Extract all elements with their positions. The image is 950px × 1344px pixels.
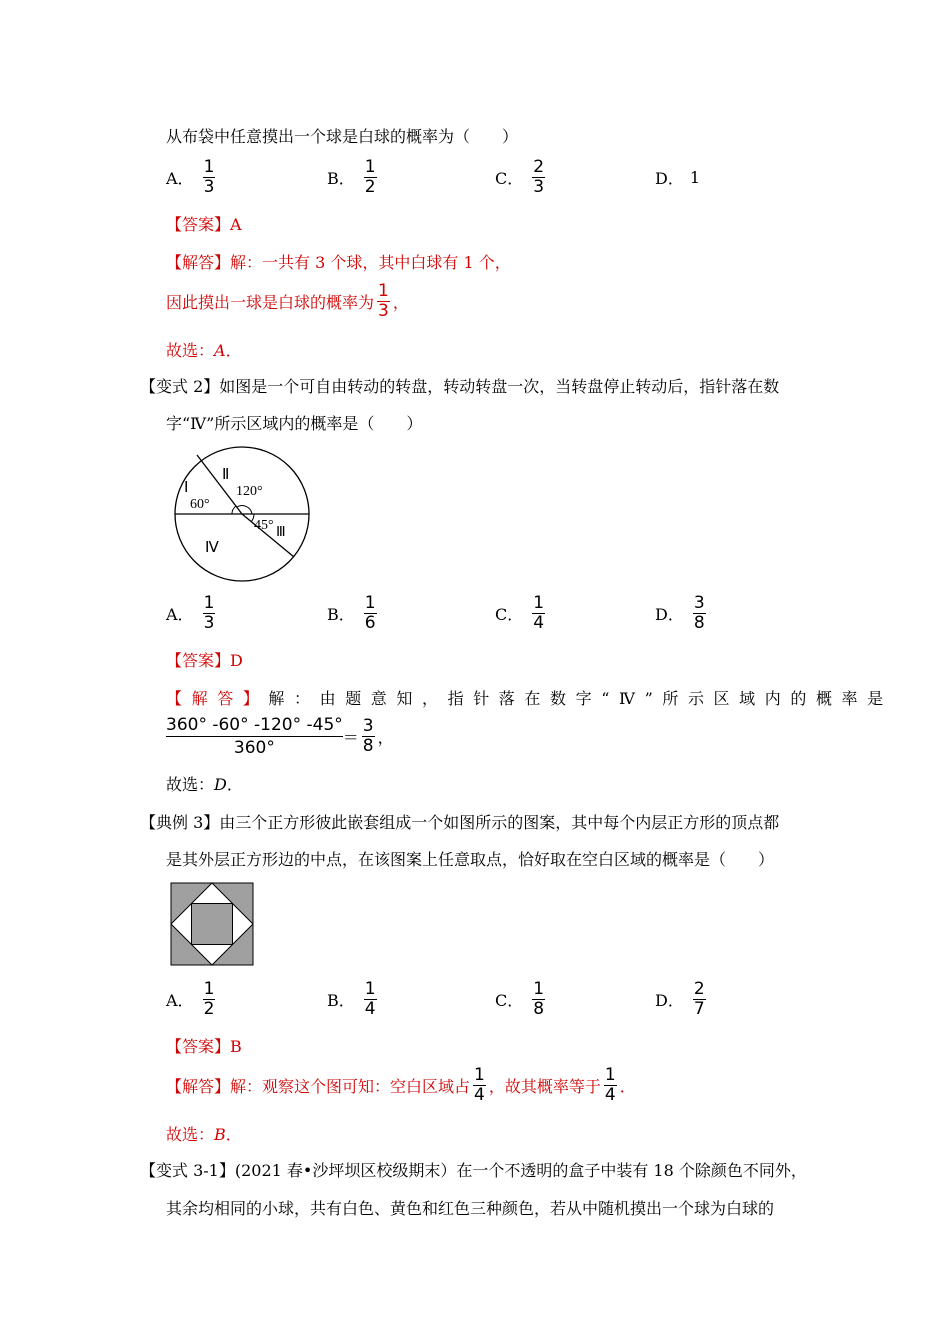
choose-line: 故选：B． (166, 1125, 242, 1144)
region-label-i: Ⅰ (184, 480, 189, 496)
question-stem-2: 字“Ⅳ”所示区域内的概率是（ ） (166, 414, 423, 433)
option-c: C． $\frac{1}{4}$ (495, 593, 545, 633)
angle-arc-60 (232, 506, 236, 514)
option-b: B． $\frac{1}{2}$ (327, 157, 376, 197)
option-a: A． $\frac{1}{3}$ (166, 593, 215, 633)
analysis-expression: $\frac{360^\circ -60^\circ -120^\circ -45^\circ}{360^\circ}$ ＝ $\frac{3}{8}$ ， (166, 715, 394, 758)
nested-squares-figure (170, 882, 254, 966)
answer-line: 【答案】B (166, 1037, 242, 1056)
angle-label-45: 45° (254, 518, 274, 533)
question-stem: 【变式 3-1】(2021 春•沙坪坝区校级期末）在一个不透明的盒子中装有 18 个除颜色不同外， (140, 1161, 807, 1180)
inner-square (192, 904, 233, 945)
option-c: C． $\frac{2}{3}$ (495, 157, 545, 197)
option-b: B． $\frac{1}{4}$ (327, 979, 376, 1019)
region-label-iv: Ⅳ (205, 540, 219, 556)
choose-line: 故选：A． (166, 341, 242, 360)
analysis-line: 【解答】 解：观察这个图可知：空白区域占 $\frac{1}{4}$ ，故其概率等于 $\frac{1}{4}$ ． (166, 1065, 636, 1105)
answer-line: 【答案】A (166, 215, 242, 234)
analysis-line-2: 因此摸出一球是白球的概率为 $\frac{1}{3}$ ， (166, 281, 409, 321)
answer-line: 【答案】D (166, 651, 243, 670)
angle-label-60: 60° (190, 497, 210, 512)
option-a: A． $\frac{1}{3}$ (166, 157, 215, 197)
option-c: C． $\frac{1}{8}$ (495, 979, 545, 1019)
option-b: B． $\frac{1}{6}$ (327, 593, 376, 633)
spinner-figure (160, 444, 330, 584)
question-stem-2: 是其外层正方形边的中点，在该图案上任意取点，恰好取在空白区域的概率是（ ） (166, 850, 775, 869)
region-label-ii: Ⅱ (222, 467, 230, 483)
question-stem-2: 其余均相同的小球，共有白色、黄色和红色三种颜色，若从中随机摸出一个球为白球的 (166, 1199, 775, 1218)
region-label-iii: Ⅲ (276, 525, 286, 540)
option-a: A． $\frac{1}{2}$ (166, 979, 215, 1019)
question-stem: 【典例 3】由三个正方形彼此嵌套组成一个如图所示的图案，其中每个内层正方形的顶点都 (140, 813, 780, 832)
angle-label-120: 120° (236, 484, 263, 499)
option-d: D． 1 (655, 168, 701, 188)
analysis-line: 【解答】解：一共有 3 个球，其中白球有 1 个， (166, 253, 511, 272)
choose-line: 故选：D． (166, 775, 243, 794)
question-stem: 【变式 2】如图是一个可自由转动的转盘，转动转盘一次，当转盘停止转动后，指针落在数 (140, 377, 780, 396)
question-stem: 从布袋中任意摸出一个球是白球的概率为（ ） (166, 127, 519, 146)
option-d: D． $\frac{2}{7}$ (655, 979, 705, 1019)
analysis-line: 【解答】解：由题意知，指针落在数字“Ⅳ”所示区域内的概率是 (166, 689, 893, 708)
option-d: D． $\frac{3}{8}$ (655, 593, 705, 633)
